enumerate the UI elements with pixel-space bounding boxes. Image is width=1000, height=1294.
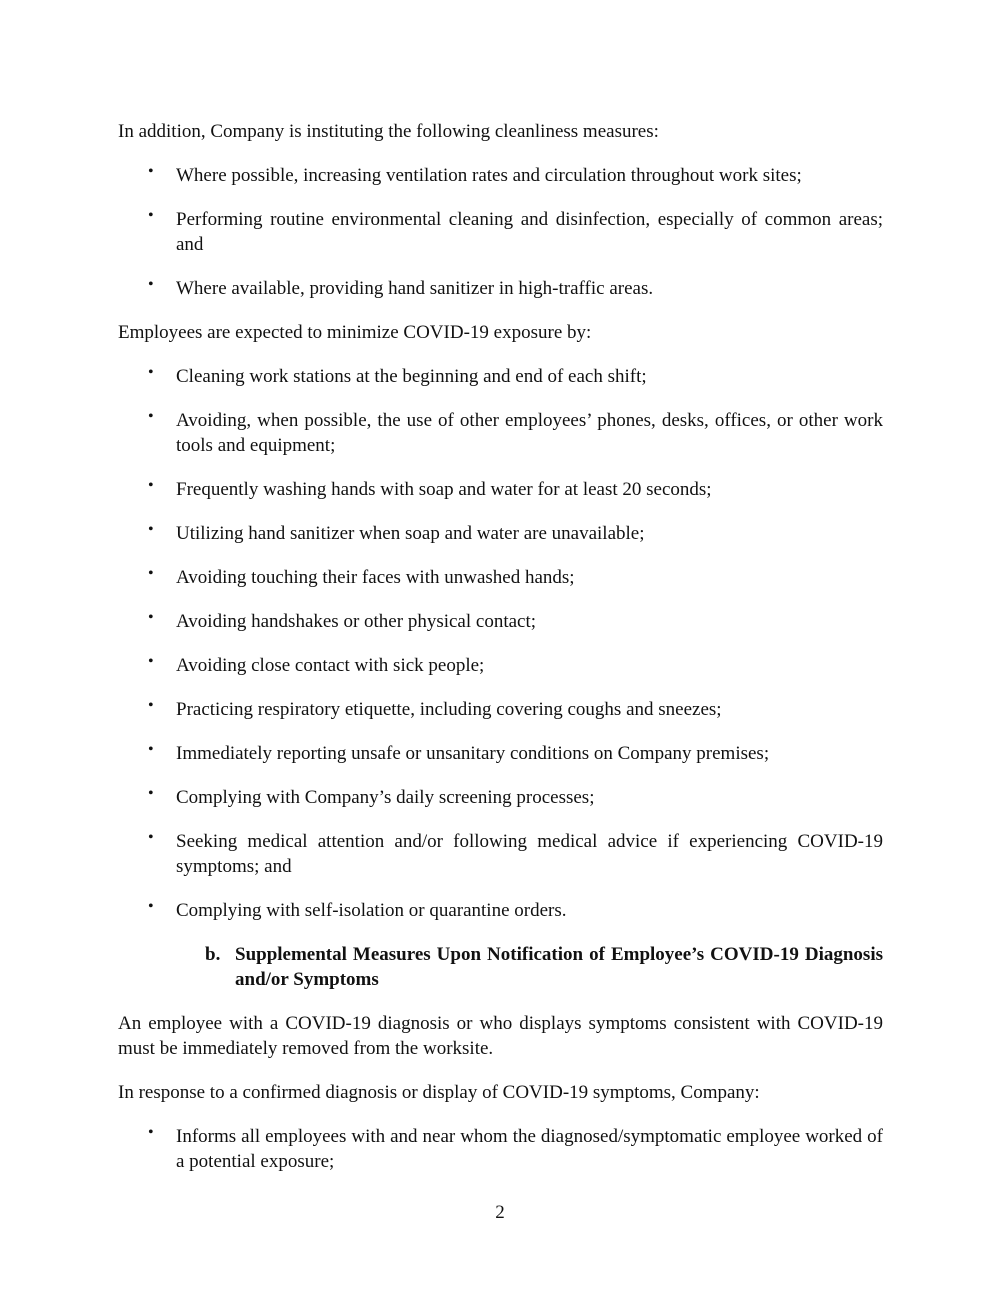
list-item-text: Practicing respiratory etiquette, including covering coughs and sneezes; xyxy=(176,699,722,720)
bullet-icon: • xyxy=(148,697,154,714)
cleanliness-intro: In addition, Company is instituting the following cleanliness measures: xyxy=(118,121,659,142)
bullet-icon: • xyxy=(148,653,154,670)
list-item-text: Avoiding touching their faces with unwashed hands; xyxy=(176,567,575,588)
bullet-icon: • xyxy=(148,898,154,915)
list-item-text: Avoiding close contact with sick people; xyxy=(176,655,485,676)
list-item-text: Informs all employees with and near whom the diagnosed/symptomatic employee worked of a potential exposure; xyxy=(176,1126,883,1172)
bullet-icon: • xyxy=(148,163,154,180)
list-item-text: Frequently washing hands with soap and water for at least 20 seconds; xyxy=(176,479,712,500)
list-item-text: Seeking medical attention and/or following medical advice if experiencing COVID-19 symptoms; and xyxy=(176,831,883,877)
bullet-icon: • xyxy=(148,609,154,626)
list-item-text: Complying with self-isolation or quarantine orders. xyxy=(176,900,567,921)
section-title: Supplemental Measures Upon Notification of Employee’s COVID-19 Diagnosis and/or Symptoms xyxy=(235,944,883,990)
list-item-text: Performing routine environmental cleaning and disinfection, especially of common areas; and xyxy=(176,209,883,255)
list-item-text: Avoiding, when possible, the use of other employees’ phones, desks, offices, or other work tools and equipment; xyxy=(176,410,883,456)
bullet-icon: • xyxy=(148,364,154,381)
bullet-icon: • xyxy=(148,408,154,425)
section-letter: b. xyxy=(205,944,221,965)
bullet-icon: • xyxy=(148,276,154,293)
list-item-text: Cleaning work stations at the beginning and end of each shift; xyxy=(176,366,647,387)
page-number: 2 xyxy=(495,1202,505,1223)
bullet-icon: • xyxy=(148,741,154,758)
bullet-icon: • xyxy=(148,565,154,582)
list-item-text: Immediately reporting unsafe or unsanitary conditions on Company premises; xyxy=(176,743,770,764)
list-item-text: Where available, providing hand sanitizer in high-traffic areas. xyxy=(176,278,654,299)
list-item-text: Complying with Company’s daily screening processes; xyxy=(176,787,595,808)
bullet-icon: • xyxy=(148,207,154,224)
list-item-text: Avoiding handshakes or other physical contact; xyxy=(176,611,537,632)
bullet-icon: • xyxy=(148,829,154,846)
removal-paragraph: An employee with a COVID-19 diagnosis or who displays symptoms consistent with COVID-19 must be immediately removed from the worksite. xyxy=(118,1013,883,1059)
bullet-icon: • xyxy=(148,785,154,802)
list-item-text: Utilizing hand sanitizer when soap and water are unavailable; xyxy=(176,523,645,544)
bullet-icon: • xyxy=(148,1124,154,1141)
bullet-icon: • xyxy=(148,521,154,538)
list-item-text: Where possible, increasing ventilation rates and circulation throughout work sites; xyxy=(176,165,802,186)
bullet-icon: • xyxy=(148,477,154,494)
response-intro: In response to a confirmed diagnosis or display of COVID-19 symptoms, Company: xyxy=(118,1082,760,1103)
employees-intro: Employees are expected to minimize COVID-19 exposure by: xyxy=(118,322,592,343)
